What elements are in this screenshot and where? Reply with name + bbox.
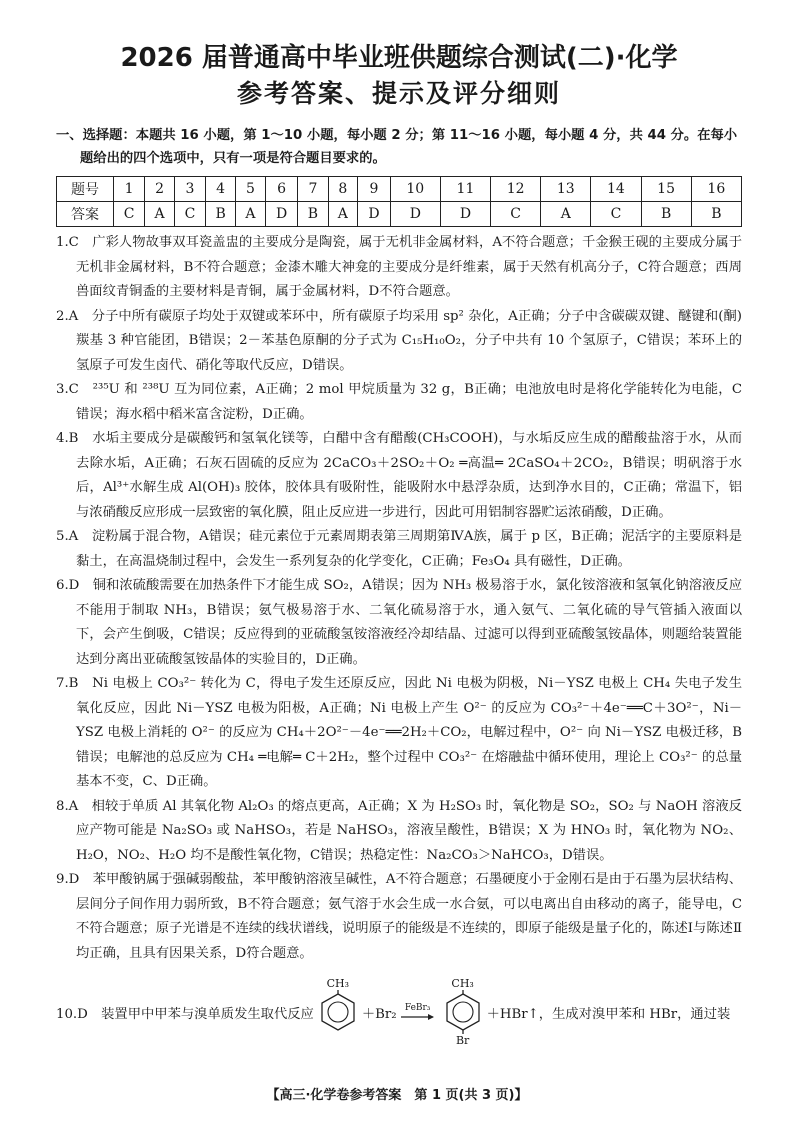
answer-cell: B (298, 202, 328, 227)
answer-cell: C (114, 202, 145, 227)
answer-cell: A (145, 202, 175, 227)
question-number-cell: 12 (491, 177, 541, 202)
reaction-arrow (401, 1003, 435, 1021)
question-number-cell: 3 (174, 177, 205, 202)
toluene-structure (318, 977, 358, 1047)
question-number-cell: 16 (691, 177, 741, 202)
document-subtitle: 参考答案、提示及评分细则 (236, 79, 561, 108)
question-number-cell: 13 (541, 177, 591, 202)
explanation-item: 5.A 淀粉属于混合物，A错误；硅元素位于元素周期表第三周期第ⅣA族，属于 p 区，B正确；泥活字的主要原料是黏土，在高温烧制过程中，会发生一系列复杂的化学变化，C正确；Fe₃O₄ 具有磁性，D正确。 (56, 529, 742, 569)
question-number-cell: 7 (298, 177, 328, 202)
question-number-cell: 14 (591, 177, 641, 202)
answer-cell: B (691, 202, 741, 227)
item10-tail: ＋HBr↑，生成对溴甲苯和 HBr，通过装 (486, 1006, 731, 1022)
answer-row (57, 202, 742, 227)
question-number-cell: 2 (145, 177, 175, 202)
row-label: 题号 (57, 177, 114, 202)
page-footer: 【高三·化学卷参考答案 第 1 页(共 3 页)】 (266, 1088, 528, 1103)
p-bromotoluene-structure-icon (443, 990, 483, 1034)
answer-table (56, 176, 742, 227)
explanation-item: 4.B 水垢主要成分是碳酸钙和氢氧化镁等，白醋中含有醋酸(CH₃COOH)，与水垢反应生成的醋酸盐溶于水，从而去除水垢，A正确；石灰石固硫的反应为 2CaCO₃＋2SO₂＋O₂ ═高温═ 2CaSO₄＋2CO₂，B错误；明矾溶于水后，Al³⁺水解生成 Al(OH)₃ 胶体，胶体具有吸附性，能吸附水中悬浮杂质，达到净水目的，C正确；常温下，铝与浓硝酸反应形成一层致密的氧化膜，阻止反应进一步进行，因此可用铝制容器贮运浓硝酸，D正确。 (56, 431, 742, 520)
answer-cell: C (591, 202, 641, 227)
row-label: 答案 (57, 202, 114, 227)
item10-lead: 10.D 装置甲中甲苯与溴单质发生取代反应 (56, 1006, 314, 1022)
br-label: Br (455, 1034, 470, 1047)
answer-cell: A (328, 202, 358, 227)
question-number-cell: 10 (390, 177, 440, 202)
explanation-item: 1.C 广彩人物故事双耳瓷盖盅的主要成分是陶瓷，属于无机非金属材料，A不符合题意；千金猴王砚的主要成分属于无机非金属材料，B不符合题意；金漆木雕大神龛的主要成分是纤维素，属于天然有机高分子，C符合题意；西周兽面纹青铜盉的主要材料是青铜，属于金属材料，D不符合题意。 (56, 235, 742, 299)
explanation-item: 3.C ²³⁵U 和 ²³⁸U 互为同位素，A正确；2 mol 甲烷质量为 32 g，B正确；电池放电时是将化学能转化为电能，C错误；海水稻中稻米富含淀粉，D正确。 (56, 382, 742, 422)
question-number-cell: 1 (114, 177, 145, 202)
explanation-item: 8.A 相较于单质 Al 其氧化物 Al₂O₃ 的熔点更高，A正确；X 为 H₂SO₃ 时，氧化物是 SO₂，SO₂ 与 NaOH 溶液反应产物可能是 Na₂SO₃ 或 NaHSO₃，若是 NaHSO₃，溶液呈酸性，B错误；X 为 HNO₃ 时，氧化物为 NO₂、H₂O，NO₂、H₂O 均不是酸性氧化物，C错误；热稳定性：Na₂CO₃＞NaHCO₃，D错误。 (56, 798, 742, 863)
answer-cell: A (541, 202, 591, 227)
answer-cell: C (174, 202, 205, 227)
question-number-cell: 15 (641, 177, 691, 202)
answer-cell: B (641, 202, 691, 227)
explanation-item: 6.D 铜和浓硫酸需要在加热条件下才能生成 SO₂，A错误；因为 NH₃ 极易溶于水，氯化铵溶液和氢氧化钠溶液反应不能用于制取 NH₃，B错误；氨气极易溶于水、二氧化硫易溶于水，通入氨气、二氧化硫的导气管插入液面以下，会产生倒吸，C错误；反应得到的亚硫酸氢铵溶液经冷却结晶、过滤可以得到亚硫酸氢铵晶体，则题给装置能达到分离出亚硫酸氢铵晶体的实验目的，D正确。 (56, 578, 742, 667)
document-title: 2026 届普通高中毕业班供题综合测试(二)·化学 (120, 43, 678, 73)
explanation-item-10 (56, 976, 742, 1048)
answer-cell: C (491, 202, 541, 227)
answer-cell: B (206, 202, 236, 227)
explanation-item: 2.A 分子中所有碳原子均处于双键或苯环中，所有碳原子均采用 sp² 杂化，A正确；分子中含碳碳双键、醚键和(酮)羰基 3 种官能团，B错误；2－苯基色原酮的分子式为 C₁₅H₁₀O₂，分子中共有 10 个氢原子，C错误；苯环上的氢原子可发生卤代、硝化等取代反应，D错误。 (56, 308, 742, 373)
section-instruction: 一、选择题：本题共 16 小题，第 1～10 小题，每小题 2 分；第 11～16 小题，每小题 4 分，共 44 分。在每小题给出的四个选项中，只有一项是符合题目要求的。 (56, 128, 738, 166)
explanation-item: 9.D 苯甲酸钠属于强碱弱酸盐，苯甲酸钠溶液呈碱性，A不符合题意；石墨硬度小于金刚石是由于石墨为层状结构、层间分子间作用力弱所致，B不符合题意；氨气溶于水会生成一水合氨，可以电离出自由移动的离子，能导电，C不符合题意；原子光谱是不连续的线状谱线，说明原子的能级是不连续的，即原子能级是量子化的，陈述Ⅰ与陈述Ⅱ均正确，且具有因果关系，D符合题意。 (56, 872, 742, 961)
reaction-arrow-icon (401, 1013, 435, 1021)
ch3-label: CH₃ (326, 977, 350, 990)
toluene-structure-icon (318, 990, 358, 1034)
explanations (56, 231, 742, 966)
answer-cell: D (390, 202, 440, 227)
answer-cell: D (358, 202, 391, 227)
catalyst-label: FeBr₃ (404, 1003, 431, 1013)
plus-br2: ＋Br₂ (361, 1006, 397, 1022)
answer-cell: D (265, 202, 298, 227)
question-number-cell: 11 (440, 177, 490, 202)
question-number-cell: 9 (358, 177, 391, 202)
question-number-cell: 4 (206, 177, 236, 202)
question-number-cell: 5 (236, 177, 266, 202)
ch3-label: CH₃ (451, 977, 474, 990)
answer-cell: A (236, 202, 266, 227)
answer-cell: D (440, 202, 490, 227)
explanation-item: 7.B Ni 电极上 CO₃²⁻ 转化为 C，得电子发生还原反应，因此 Ni 电极为阴极，Ni－YSZ 电极上 CH₄ 失电子发生氧化反应，因此 Ni－YSZ 电极为阳极，A正确；Ni 电极上产生 O²⁻ 的反应为 CO₃²⁻＋4e⁻══C＋3O²⁻，Ni－YSZ 电极上消耗的 O²⁻ 的反应为 CH₄＋2O²⁻－4e⁻══2H₂＋CO₂，电解过程中，O²⁻ 向 Ni－YSZ 电极迁移，B错误；电解池的总反应为 CH₄ ═电解═ C＋2H₂，整个过程中 CO₃²⁻ 在熔融盐中循环使用，理论上 CO₃²⁻ 的总量基本不变，C、D正确。 (56, 676, 742, 789)
question-number-row (57, 177, 742, 202)
p-bromotoluene-structure (443, 977, 483, 1047)
question-number-cell: 8 (328, 177, 358, 202)
page-content (56, 40, 742, 1048)
question-number-cell: 6 (265, 177, 298, 202)
